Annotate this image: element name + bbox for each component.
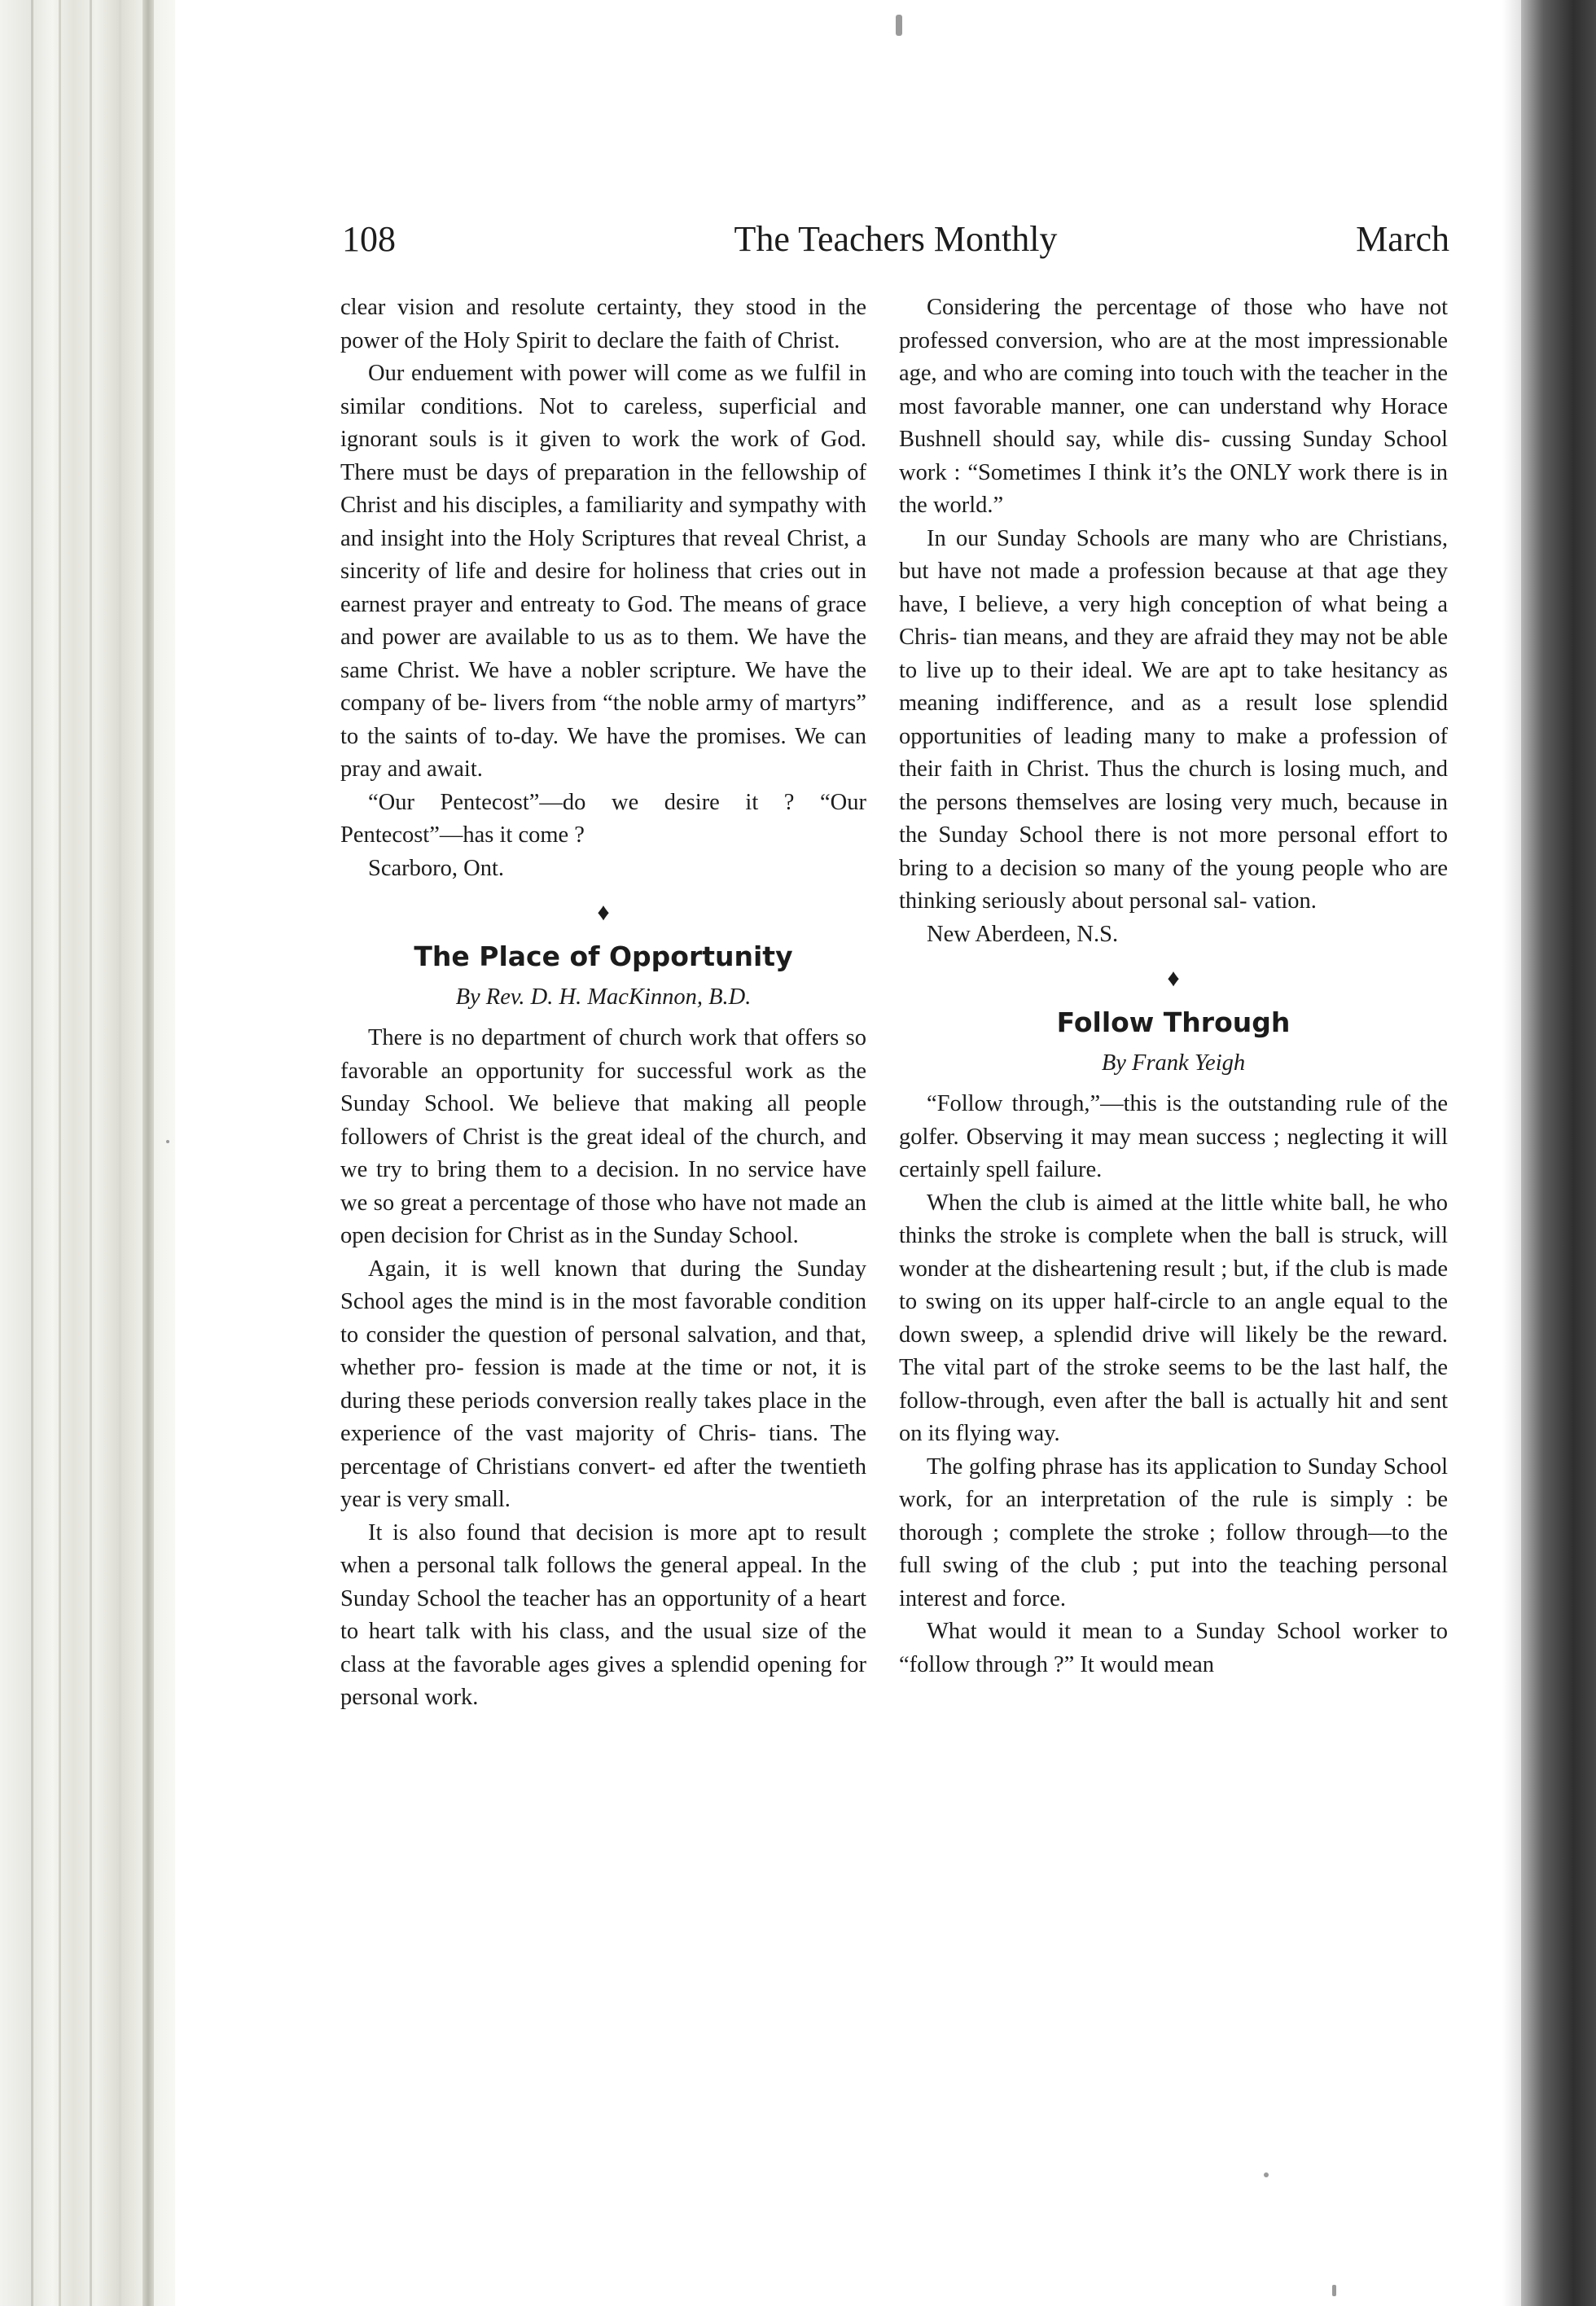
article-title: Follow Through (1056, 1006, 1291, 1038)
running-title: The Teachers Monthly (734, 219, 1058, 259)
paragraph: Our enduement with power will come as we fulfil in similar conditions. Not to careless, superficial and ignorant souls is it given to work the work of God. There must be days of preparation in the fellowship of Christ and his disciples, a familiarity and sympathy with and insight into the Holy Scriptures that reveal Christ, a sincerity of life and desire for holiness that cries out in earnest prayer and entreaty to God. The means of grace and power are available to us as to them. We have the same Christ. We have a nobler scripture. We have the company of be- livers from “the noble army of martyrs” to the saints of to-day. We have the promises. We can pray and await. (340, 361, 866, 782)
paragraph: What would it mean to a Sunday School worker to “follow through ?” It would mean (899, 1619, 1448, 1677)
paragraph: “Follow through,”—this is the outstanding rule of the golfer. Observing it may mean success ; neglecting it will certainly spell failure. (899, 1091, 1448, 1182)
scan-speck (896, 15, 902, 36)
place-signature: New Aberdeen, N.S. (927, 921, 1119, 947)
scan-speck (166, 1140, 169, 1143)
paragraph: When the club is aimed at the little white ball, he who thinks the stroke is complete when the ball is struck, will wonder at the disheartening result ; but, if the club is made to swing on its upper half-circle to an angle equal to the down sweep, a splendid drive will likely be the reward. The vital part of the stroke seems to be the last half, the follow-through, even after the ball is actually hit and sent on its flying way. (899, 1190, 1448, 1446)
paragraph: Again, it is well known that during the Sunday School ages the mind is in the most favorable condition to consider the question of personal salvation, and that, whether pro- fession is made at the time or not, it is during these periods conversion really takes place in the experience of the vast majority of Chris- tians. The percentage of Christians convert- ed after the twentieth year is very small. (340, 1256, 866, 1512)
paragraph: “Our Pentecost”—do we desire it ? “Our Pentecost”—has it come ? (340, 789, 866, 848)
paragraph: The golfing phrase has its application to Sunday School work, for an interpretation of the rule is simply : be thorough ; complete the stroke ; follow through—to the full swing of the club ; put into the teaching personal interest and force. (899, 1453, 1448, 1611)
page-edge-stripe (90, 0, 92, 2306)
section-divider-ornament: ♦ (1167, 965, 1180, 992)
page-right-edge (1521, 0, 1596, 2306)
article-byline: By Rev. D. H. MacKinnon, B.D. (455, 984, 752, 1010)
page-number: 108 (342, 219, 396, 259)
scan-speck (1332, 2285, 1336, 2296)
page-header (342, 213, 1449, 270)
article-title: The Place of Opportunity (414, 940, 793, 972)
book-spine-shadow (142, 0, 154, 2306)
paragraph: There is no department of church work that offers so favorable an opportunity for successful work as the Sunday School. We believe that making all people followers of Christ is the great ideal of the church, and we try to bring them to a decision. In no service have we so great a percentage of those who have not made an open decision for Christ as in the Sunday School. (340, 1025, 866, 1248)
page-right-highlight (1502, 0, 1521, 2306)
page-edge-stripe (59, 0, 61, 2306)
page-edge-stripe (31, 0, 33, 2306)
right-column (899, 292, 1448, 1681)
scan-speck (1264, 2172, 1269, 2177)
paragraph: clear vision and resolute certainty, they stood in the power of the Holy Spirit to declare the faith of Christ. (340, 295, 866, 353)
left-column (340, 292, 866, 1715)
article-byline: By Frank Yeigh (1101, 1050, 1246, 1076)
paragraph: Considering the percentage of those who have not professed conversion, who are at the most impressionable age, and who are coming into touch with the teacher in the most favorable manner, one can understand why Horace Bushnell should say, while dis- cussing Sunday School work : “Sometimes I think it’s the ONLY work there is in the world.” (899, 295, 1448, 518)
section-divider-ornament: ♦ (597, 899, 610, 926)
place-signature: Scarboro, Ont. (368, 855, 505, 881)
paragraph: It is also found that decision is more apt to result when a personal talk follows the general appeal. In the Sunday School the teacher has an opportunity of a heart to heart talk with his class, and the usual size of the class at the favorable ages gives a splendid opening for personal work. (340, 1519, 866, 1710)
paragraph: In our Sunday Schools are many who are Christians, but have not made a profession because at that age they have, I believe, a very high conception of what being a Chris- tian means, and they are afraid they may not be able to live up to their ideal. We are apt to take hesitancy as meaning indifference, and as a result lose splendid opportunities of leading many to make a profession of their faith in Christ. Thus the church is losing much, and the persons themselves are losing very much, because in the Sunday School there is not more personal effort to bring to a decision so many of the young people who are thinking seriously about personal sal- vation. (899, 525, 1448, 914)
issue-month: March (1356, 219, 1449, 259)
page-edge-stripe (119, 0, 121, 2306)
